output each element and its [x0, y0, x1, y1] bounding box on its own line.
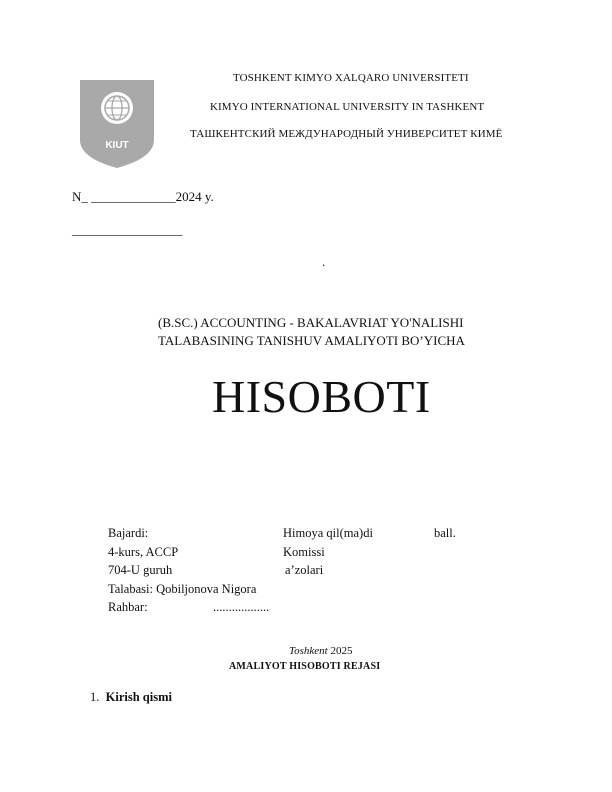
city-name: Toshkent [289, 645, 328, 657]
university-name-ru: ТАШКЕНТСКИЙ МЕЖДУНАРОДНЫЙ УНИВЕРСИТЕТ КИМЁ [190, 128, 503, 140]
kurs-text: 4-kurs, ACCP [108, 545, 179, 559]
ball-label: ball. [434, 526, 456, 540]
university-name-uz: TOSHKENT KIMYO XALQARO UNIVERSITETI [233, 72, 469, 84]
plan-title: AMALIYOT HISOBOTI REJASI [229, 661, 381, 672]
kiut-logo [78, 78, 156, 170]
list-item-number: 1. [90, 690, 100, 704]
bajardi-label: Bajardi: [108, 526, 149, 540]
komissi-text: Komissi [283, 545, 325, 559]
university-name-en: KIMYO INTERNATIONAL UNIVERSITY IN TASHKENT [210, 101, 485, 113]
title-line-1: (B.SC.) ACCOUNTING - BAKALAVRIAT YO'NALISHI [158, 315, 464, 330]
year-text: 2025 [327, 645, 353, 657]
city-year [289, 645, 352, 657]
guruh-text: 704-U guruh [108, 563, 173, 577]
list-item [90, 690, 172, 705]
rahbar-label: Rahbar: [108, 600, 148, 614]
document-number-line: N_ _____________2024 y. [72, 189, 214, 204]
title-line-2: TALABASINING TANISHUV AMALIYOTI BO’YICHA [158, 333, 465, 348]
azolari-text: a’zolari [285, 563, 324, 577]
himoya-label: Himoya qil(ma)di [283, 526, 373, 540]
list-item-label: Kirish qismi [105, 690, 172, 704]
talabasi-text: Talabasi: Qobiljonova Nigora [108, 582, 257, 596]
rahbar-dots: .................. [213, 600, 270, 614]
main-title: HISOBOTI [212, 371, 431, 422]
center-dot: . [322, 254, 326, 269]
blank-signature-line: _________________ [72, 222, 183, 237]
logo-text: KIUT [105, 140, 129, 151]
